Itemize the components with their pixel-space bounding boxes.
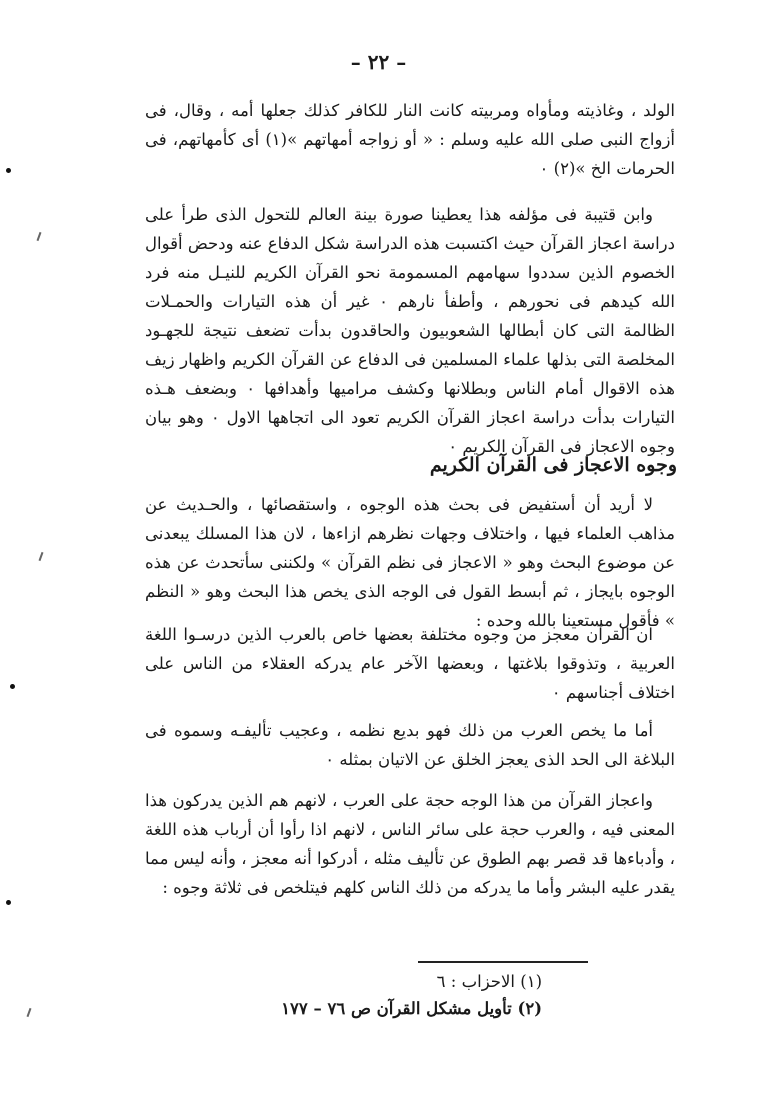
intro-block	[145, 490, 675, 635]
proof-block	[145, 786, 675, 902]
miracle-block	[145, 620, 675, 707]
footnote-2: (٢) تأويل مشكل القرآن ص ٧٦ – ١٧٧	[281, 999, 542, 1018]
footnote-1: (١) الاحزاب : ٦	[436, 972, 542, 991]
ibn-qutayba-block	[145, 200, 675, 461]
paragraph-intro: لا أريد أن أستفيض فى بحث هذه الوجوه ، واستقصائها ، والحـديث عن مذاهب العلماء فيها ، واختلاف وجهات نظرهم ازاءها ، لان هذا المسلك يبعدنى عن موضوع البحث وهو « الاعجاز فى نظم القرآن » ولكننى سأتحدث عن هذه الوجوه بايجاز ، ثم أبسط القول فى الوجه الذى يخص هذا البحث وهو « النظم » فأقول مستعينا بالله وحده :	[145, 495, 675, 630]
paragraph-arabs: أما ما يخص العرب من ذلك فهو بديع نظمه ، وعجيب تأليفـه وسموه فى البلاغة الى الحد الذى يعجز الخلق عن الاتيان بمثله ٠	[145, 721, 675, 769]
paragraph-miracle: ان القرآن معجز من وجوه مختلفة بعضها خاص بالعرب الذين درسـوا اللغة العربية ، وتذوقوا بلاغتها ، وبعضها الآخر عام يدركه العقلاء من الناس على اختلاف أجناسهم ٠	[145, 625, 675, 702]
page-number: – ٢٢ –	[350, 50, 407, 74]
paragraph-continuation: الولد ، وغاذيته ومأواه ومربيته كانت النار للكافر كذلك جعلها أمه ، وقال، فى أزواج النبى صلى الله عليه وسلم : « أو زواجه أمهاتهم »(١) أى كأمهاتهم، فى الحرمات الخ »(٢) ٠	[145, 101, 676, 178]
scan-mark	[6, 168, 11, 173]
top-text-block	[145, 96, 675, 183]
section-heading: وجوه الاعجاز فى القرآن الكريم	[429, 454, 677, 476]
scan-speck	[37, 232, 42, 241]
footnote-divider	[418, 961, 588, 963]
scan-mark	[6, 900, 11, 905]
scan-speck	[39, 552, 44, 561]
scan-mark	[10, 684, 15, 689]
paragraph-proof: واعجاز القرآن من هذا الوجه حجة على العرب ، لانهم هم الذين يدركون هذا المعنى فيه ، والعرب حجة على سائر الناس ، لانهم اذا رأوا أن أرباب هذه اللغة ، وأدباءها قد قصر بهم الطوق عن تأليف مثله ، أدركوا أنه معجز ، وأنه ليس مما يقدر عليه البشر وأما ما يدركه من ذلك الناس كلهم فيتلخص فى ثلاثة وجوه :	[145, 791, 675, 897]
paragraph-ibn-qutayba: وابن قتيبة فى مؤلفه هذا يعطينا صورة بينة العالم للتحول الذى طرأ على دراسة اعجاز القرآن حيث اكتسبت هذه الدراسة شكل الدفاع عنه ودحض أقوال الخصوم الذين سددوا سهامهم المسمومة نحو القرآن الكريم للنيـل منه فرد الله كيدهم فى نحورهم ، وأطفأ نارهم ٠ غير أن هذه التيارات والحمـلات الظالمة التى كان أبطالها الشعوبيون والحاقدون بدأت تضعف نتيجة للجهـود المخلصة التى بذلها علماء المسلمين فى الدفاع عن القرآن الكريم واظهار زيف هذه الاقوال أمام الناس وبطلانها وكشف مراميها وأهدافها ٠ وبضعف هـذه التيارات بدأت دراسة اعجاز القرآن الكريم تعود الى اتجاهها الاول ٠ وهو بيان وجوه الاعجاز فى القرآن الكريم ٠	[145, 205, 675, 456]
scan-speck	[27, 1008, 32, 1017]
footnotes	[212, 968, 542, 1022]
arabs-block	[145, 716, 675, 774]
